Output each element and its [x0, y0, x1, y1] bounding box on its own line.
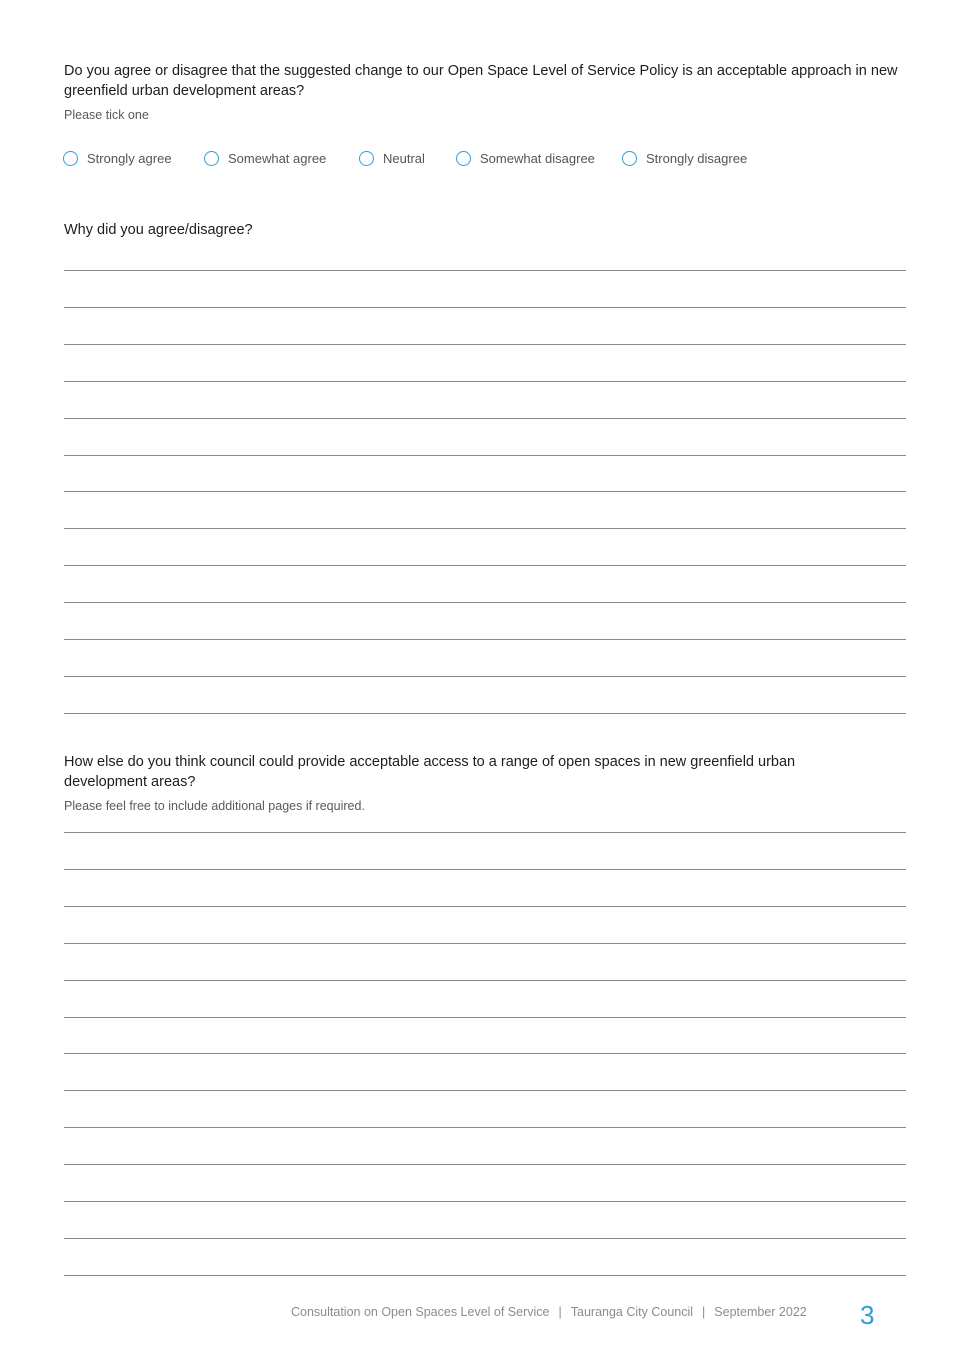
option-label: Strongly agree	[87, 151, 172, 166]
option-label: Somewhat agree	[228, 151, 327, 166]
option-somewhat-agree[interactable]	[204, 151, 359, 166]
writing-line	[64, 832, 906, 833]
writing-line	[64, 1275, 906, 1276]
agreement-radio-group	[63, 151, 747, 166]
writing-line	[64, 1238, 906, 1239]
option-somewhat-disagree[interactable]	[456, 151, 622, 166]
writing-line	[64, 943, 906, 944]
writing-line	[64, 1090, 906, 1091]
writing-line	[64, 307, 906, 308]
page-number: 3	[860, 1300, 875, 1330]
writing-line	[64, 1201, 906, 1202]
writing-line	[64, 381, 906, 382]
radio-circle-icon[interactable]	[456, 151, 471, 166]
writing-line	[64, 565, 906, 566]
radio-circle-icon[interactable]	[204, 151, 219, 166]
radio-circle-icon[interactable]	[63, 151, 78, 166]
radio-circle-icon[interactable]	[359, 151, 374, 166]
option-label: Strongly disagree	[646, 151, 748, 166]
footer-separator: |	[702, 1305, 706, 1319]
writing-line	[64, 455, 906, 456]
writing-line	[64, 1017, 906, 1018]
writing-line	[64, 528, 906, 529]
question-1-hint: Please tick one	[64, 108, 149, 122]
writing-line	[64, 491, 906, 492]
option-neutral[interactable]	[359, 151, 456, 166]
option-strongly-agree[interactable]	[63, 151, 204, 166]
writing-line	[64, 1127, 906, 1128]
option-label: Somewhat disagree	[480, 151, 595, 166]
writing-line	[64, 1164, 906, 1165]
writing-line	[64, 713, 906, 714]
writing-line	[64, 869, 906, 870]
writing-line	[64, 980, 906, 981]
footer-separator: |	[558, 1305, 562, 1319]
question-3-title: How else do you think council could provide acceptable access to a range of open spaces in new greenfield urban development areas?	[64, 754, 796, 790]
writing-line	[64, 1053, 906, 1054]
footer-document-title: Consultation on Open Spaces Level of Service	[291, 1305, 550, 1319]
page-footer	[291, 1305, 807, 1319]
footer-date: September 2022	[714, 1305, 807, 1319]
writing-line	[64, 418, 906, 419]
writing-line	[64, 906, 906, 907]
writing-line	[64, 344, 906, 345]
writing-line	[64, 270, 906, 271]
footer-organisation: Tauranga City Council	[570, 1305, 694, 1319]
question-2-title: Why did you agree/disagree?	[64, 222, 253, 238]
option-label: Neutral	[383, 151, 425, 166]
writing-line	[64, 602, 906, 603]
writing-line	[64, 676, 906, 677]
question-3-hint: Please feel free to include additional pages if required.	[64, 799, 365, 813]
radio-circle-icon[interactable]	[622, 151, 637, 166]
question-1-title: Do you agree or disagree that the suggested change to our Open Space Level of Service Policy is an acceptable approach in new greenfield urban development areas?	[64, 63, 898, 99]
option-strongly-disagree[interactable]	[622, 151, 747, 166]
writing-line	[64, 639, 906, 640]
